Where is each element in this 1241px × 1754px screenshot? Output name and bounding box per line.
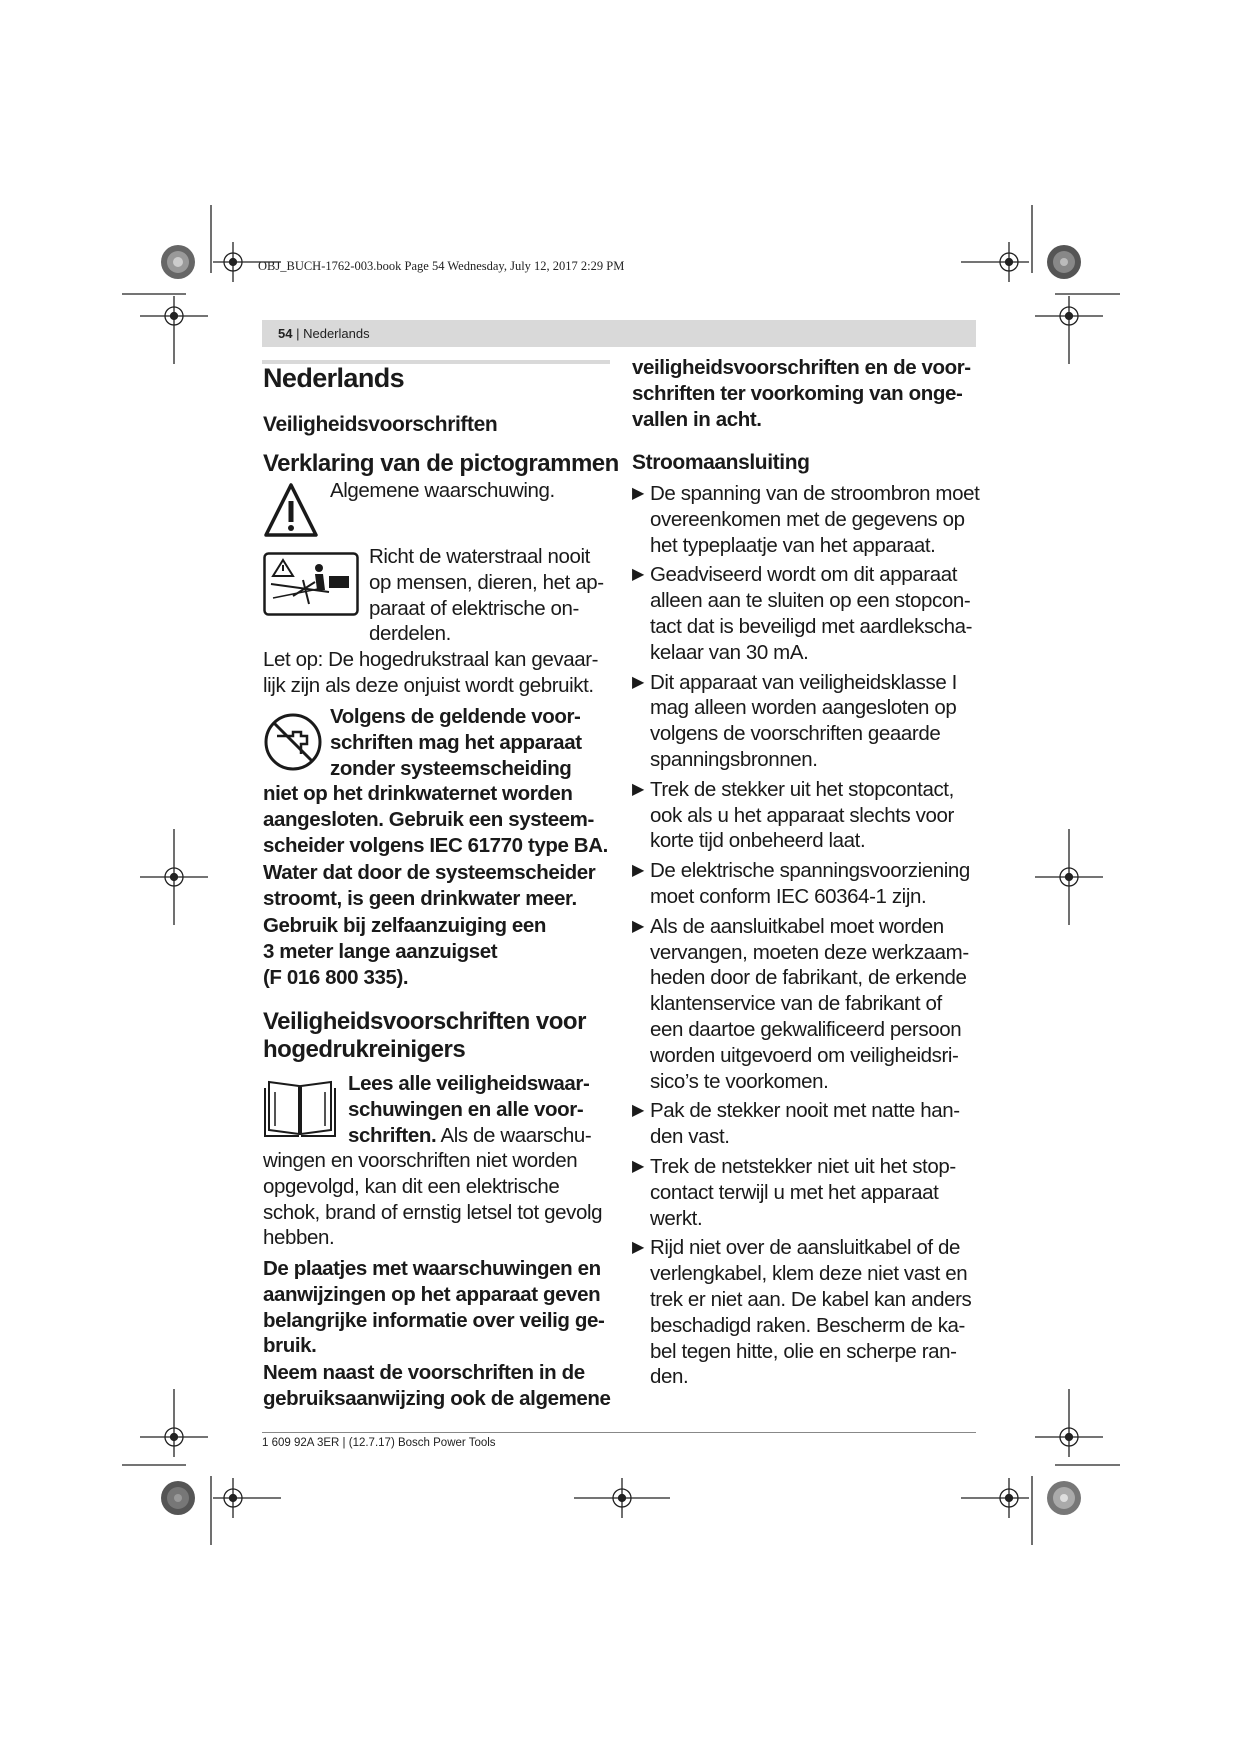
header-separator: | (296, 326, 304, 341)
text-line: den. (650, 1365, 689, 1389)
bold-fragment: schriften. (348, 1123, 437, 1147)
text-line: veiligheidsvoorschriften en de voor- (632, 356, 971, 379)
text-line: het typeplaatje van het apparaat. (650, 533, 936, 557)
text-line: Trek de stekker uit het stopcontact, (650, 777, 954, 801)
page-header (278, 326, 370, 341)
list-item (632, 1235, 982, 1390)
text-line: kelaar van 30 mA. (650, 640, 809, 664)
text-line: Pak de stekker nooit met natte han- (650, 1099, 960, 1123)
text-line: Neem naast de voorschriften in de (263, 1361, 585, 1384)
text-line: opgevolgd, kan dit een elektrische (263, 1174, 560, 1198)
text-line: trek er niet aan. De kabel kan anders (650, 1287, 972, 1311)
text-line: schok, brand of ernstig letsel tot gevolg (263, 1200, 603, 1224)
language-title: Nederlands (263, 363, 405, 393)
list-item (632, 858, 982, 910)
text-line: korte tijd onbeheerd laat. (650, 829, 866, 853)
text-line: op mensen, dieren, het ap- (369, 570, 604, 594)
text-line: moet conform IEC 60364-1 zijn. (650, 884, 927, 908)
bullet-arrow-icon: ▶ (632, 1239, 644, 1257)
text-line: aanwijzingen op het apparaat geven (263, 1282, 601, 1306)
high-pressure-heading (263, 1008, 586, 1064)
text-line: derdelen. (369, 622, 451, 646)
normal-fragment: Als de waarschu- (436, 1123, 592, 1147)
list-item (632, 1154, 982, 1231)
text-line: Volgens de geldende voor- (330, 705, 581, 728)
general-warning-text: Algemene waarschuwing. (330, 479, 555, 502)
text-line: den vast. (650, 1125, 730, 1149)
suction-set-paragraph (263, 913, 546, 990)
page-footer: 1 609 92A 3ER | (12.7.17) Bosch Power Tools (262, 1437, 496, 1449)
text-line: 3 meter lange aanzuigset (263, 939, 498, 963)
list-item (632, 777, 982, 854)
water-jet-text (369, 544, 604, 647)
text-line: hebben. (263, 1226, 335, 1250)
power-connection-list (632, 481, 982, 1390)
plates-paragraph (263, 1256, 604, 1359)
text-line: stroomt, is geen drinkwater meer. (263, 886, 577, 910)
bullet-arrow-icon: ▶ (632, 566, 644, 584)
bullet-arrow-icon: ▶ (632, 1157, 644, 1175)
page-number: 54 (278, 326, 293, 341)
warning-triangle-icon (263, 481, 319, 539)
heading-line: Veiligheidsvoorschriften voor (263, 1008, 586, 1035)
bullet-arrow-icon: ▶ (632, 485, 644, 502)
text-line: Let op: De hogedrukstraal kan gevaar- (263, 648, 599, 671)
text-line: beschadigd raken. Bescherm de ka- (650, 1313, 965, 1337)
text-line: wingen en voorschriften niet worden (263, 1149, 578, 1172)
read-instructions-indented (348, 1071, 591, 1148)
text-line: Lees alle veiligheidswaar- (348, 1072, 590, 1095)
text-line: De elektrische spanningsvoorziening (650, 859, 970, 883)
text-line: Richt de waterstraal nooit (369, 545, 590, 568)
text-line: alleen aan te sluiten op een stopcon- (650, 589, 971, 613)
text-line: verlengkabel, klem deze niet vast en (650, 1262, 968, 1286)
text-line: schriften mag het apparaat (330, 730, 582, 754)
text-line: bruik. (263, 1334, 317, 1358)
text-line: paraat of elektrische on- (369, 596, 579, 620)
continued-paragraph (632, 355, 971, 432)
text-line: Als de aansluitkabel moet worden (650, 914, 944, 938)
text-line: contact terwijl u met het apparaat (650, 1180, 939, 1204)
text-line: Dit apparaat van veiligheidsklasse I (650, 670, 957, 694)
header-section: Nederlands (303, 326, 370, 341)
pictograms-heading: Verklaring van de pictogrammen (263, 450, 619, 477)
text-line: spanningsbronnen. (650, 747, 818, 771)
observe-paragraph (263, 1360, 611, 1412)
text-line: (F 016 800 335). (263, 965, 409, 989)
text-line: mag alleen worden aangesloten op (650, 696, 957, 720)
heading-line: hogedrukreinigers (263, 1036, 466, 1063)
text-line: Water dat door de systeemscheider (263, 861, 596, 884)
bullet-arrow-icon: ▶ (632, 1102, 644, 1120)
text-line: een daartoe gekwalificeerd persoon (650, 1017, 962, 1041)
text-line: Trek de netstekker niet uit het stop- (650, 1154, 956, 1178)
text-line: Rijd niet over de aansluitkabel of de (650, 1236, 960, 1260)
text-line: overeenkomen met de gegevens op (650, 507, 965, 531)
no-drinkwater-connection-icon (263, 712, 323, 772)
text-line: scheider volgens IEC 61770 type BA. (263, 833, 608, 857)
text-line: vallen in acht. (632, 407, 762, 431)
list-item (632, 562, 982, 665)
caution-paragraph (263, 647, 598, 699)
bullet-arrow-icon: ▶ (632, 917, 644, 935)
text-line: De plaatjes met waarschuwingen en (263, 1257, 601, 1280)
text-line (348, 1123, 591, 1149)
read-instructions-continued (263, 1148, 602, 1251)
text-line: volgens de voorschriften geaarde (650, 722, 941, 746)
bullet-arrow-icon: ▶ (632, 780, 644, 798)
text-line: niet op het drinkwaternet worden (263, 782, 573, 805)
text-line: Geadviseerd wordt om dit apparaat (650, 563, 958, 587)
read-manual-book-icon (263, 1074, 337, 1138)
text-line: belangrijke informatie over veilig ge- (263, 1308, 605, 1332)
list-item (632, 1098, 982, 1150)
text-line: worden uitgevoerd om veiligheidsri- (650, 1043, 959, 1067)
drinkwater-warning-indented (330, 704, 582, 781)
safety-heading: Veiligheidsvoorschriften (263, 413, 498, 436)
text-line: sico’s te voorkomen. (650, 1069, 829, 1093)
list-item (632, 481, 982, 558)
text-line: heden door de fabrikant, de erkende (650, 966, 967, 990)
text-line: tact dat is beveiligd met aardlekscha- (650, 614, 973, 638)
text-line: lijk zijn als deze onjuist wordt gebruikt. (263, 673, 594, 697)
water-jet-warning-icon (263, 552, 359, 616)
print-slug: OBJ_BUCH-1762-003.book Page 54 Wednesday, July 12, 2017 2:29 PM (258, 259, 625, 273)
text-line: schuwingen en alle voor- (348, 1097, 584, 1121)
text-line: bel tegen hitte, olie en scherpe ran- (650, 1339, 957, 1363)
list-item (632, 914, 982, 1095)
text-line: gebruiksaanwijzing ook de algemene (263, 1386, 611, 1410)
text-line: Gebruik bij zelfaanzuiging een (263, 914, 547, 937)
drinkwater-warning-full (263, 781, 608, 858)
text-line: schriften ter voorkoming van onge- (632, 381, 963, 405)
bullet-arrow-icon: ▶ (632, 673, 644, 691)
list-item (632, 670, 982, 773)
text-line: klantenservice van de fabrikant of (650, 992, 942, 1016)
text-line: ook als u het apparaat slechts voor (650, 803, 954, 827)
text-line: werkt. (650, 1206, 703, 1230)
text-line: De spanning van de stroombron moet (650, 482, 980, 505)
text-line: zonder systeemscheiding (330, 756, 572, 780)
text-line: aangesloten. Gebruik een systeem- (263, 807, 594, 831)
power-connection-heading: Stroomaansluiting (632, 451, 810, 474)
text-line: vervangen, moeten deze werkzaam- (650, 940, 969, 964)
footer-rule (262, 1432, 976, 1433)
water-not-drinkable-paragraph (263, 860, 595, 912)
bullet-arrow-icon: ▶ (632, 862, 644, 880)
